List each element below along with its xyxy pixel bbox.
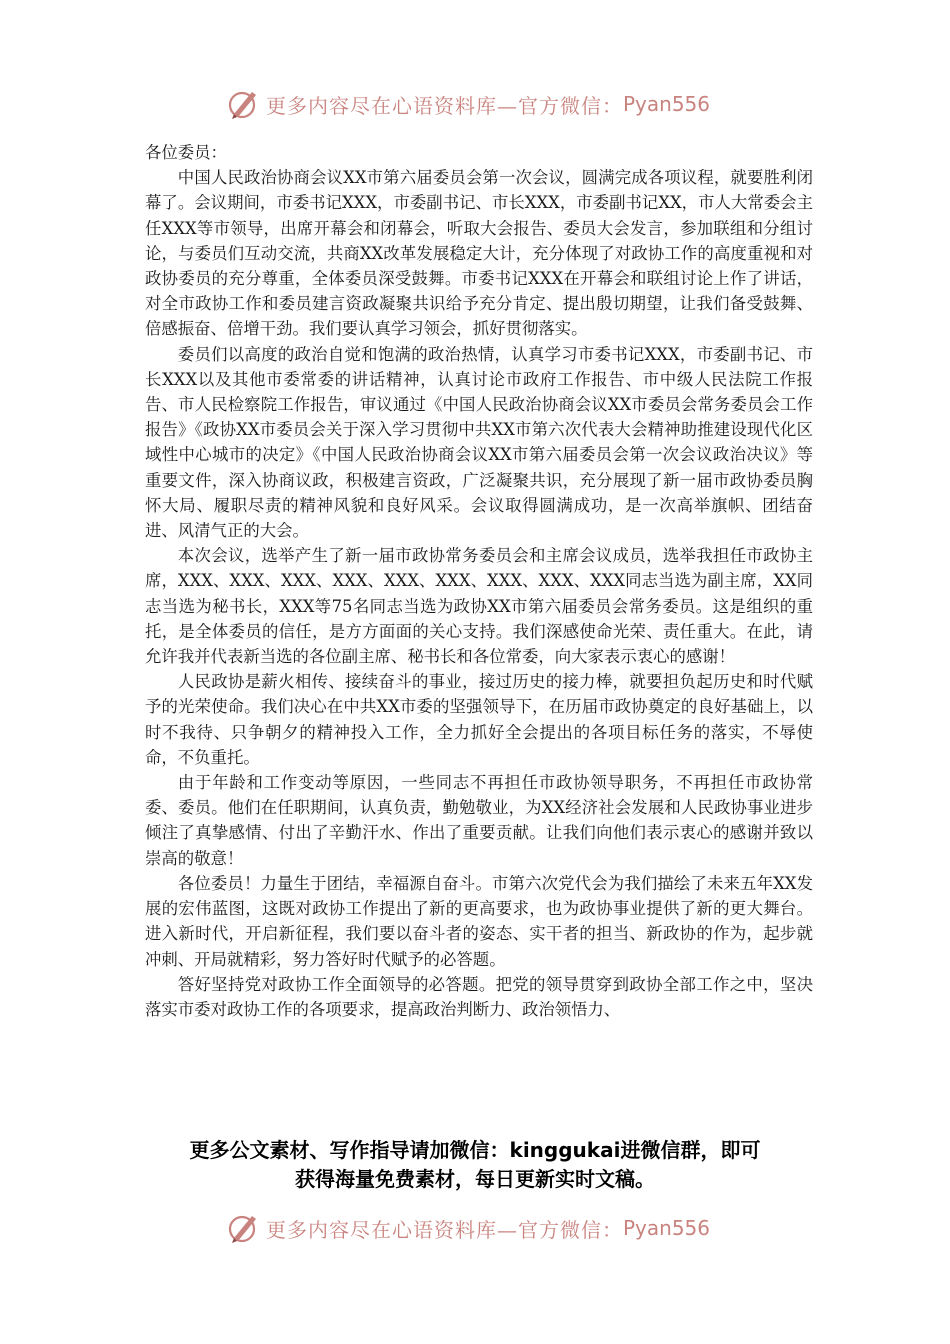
paragraph: 各位委员！力量生于团结，幸福源自奋斗。市第六次党代会为我们描绘了未来五年XX发展的宏伟蓝图，这既对政协工作提出了新的更高要求，也为政协事业提供了新的更大舞台。进入新时代，开启新征程，我们要以奋斗者的姿态、实干者的担当、新政协的作为，起步就冲刺、开局就精彩，努力答好时代赋予的必答题。 bbox=[145, 873, 813, 969]
document-body bbox=[145, 140, 813, 1022]
watermark-wechat-id: Pyan556 bbox=[623, 1216, 711, 1240]
promo-line: 获得海量免费素材，每日更新实时文稿。 bbox=[295, 1167, 655, 1191]
paragraph: 本次会议，选举产生了新一届市政协常务委员会和主席会议成员，选举我担任市政协主席，XXX、XXX、XXX、XXX、XXX、XXX、XXX、XXX、XXX同志当选为副主席，XX同志当选为秘书长，XXX等75名同志当选为政协XX市第六届委员会常务委员。这是组织的重托，是全体委员的信任，是方方面面的关心支持。我们深感使命光荣、责任重大。在此，请允许我并代表新当选的各位副主席、秘书长和各位常委，向大家表示衷心的感谢！ bbox=[145, 546, 813, 667]
paragraph: 人民政协是薪火相传、接续奋斗的事业，接过历史的接力棒，就要担负起历史和时代赋予的光荣使命。我们决心在中共XX市委的坚强领导下，在历届市政协奠定的良好基础上，以时不我待、只争朝夕的精神投入工作，全力抓好全会提出的各项目标任务的落实，不辱使命，不负重托。 bbox=[145, 672, 813, 767]
watermark-text: 更多内容尽在心语资料库—官方微信： bbox=[266, 1217, 623, 1242]
pen-logo-icon bbox=[226, 86, 262, 122]
watermark-header bbox=[226, 86, 746, 122]
watermark-wechat-id: Pyan556 bbox=[623, 92, 711, 116]
pen-logo-icon bbox=[226, 1210, 262, 1246]
paragraph: 由于年龄和工作变动等原因，一些同志不再担任市政协领导职务，不再担任市政协常委、委员。他们在任职期间，认真负责，勤勉敬业，为XX经济社会发展和人民政协事业进步倾注了真挚感情、付出了辛勤汗水、作出了重要贡献。让我们向他们表示衷心的感谢并致以崇高的敬意！ bbox=[145, 773, 813, 868]
paragraph: 答好坚持党对政协工作全面领导的必答题。把党的领导贯穿到政协全部工作之中，坚决落实市委对政协工作的各项要求，提高政治判断力、政治领悟力、 bbox=[145, 974, 813, 1019]
promo-banner bbox=[140, 1136, 810, 1194]
salutation: 各位委员： bbox=[145, 143, 227, 162]
paragraph: 委员们以高度的政治自觉和饱满的政治热情，认真学习市委书记XXX，市委副书记、市长XXX以及其他市委常委的讲话精神，认真讨论市政府工作报告、市中级人民法院工作报告、市人民检察院工作报告，审议通过《中国人民政治协商会议XX市委员会常务委员会工作报告》《政协XX市委员会关于深入学习贯彻中共XX市第六次代表大会精神助推建设现代化区域性中心城市的决定》《中国人民政治协商会议XX市第六届委员会第一次会议政治决议》等重要文件，深入协商议政，积极建言资政，广泛凝聚共识，充分展现了新一届市政协委员胸怀大局、履职尽责的精神风貌和良好风采。会议取得圆满成功，是一次高举旗帜、团结奋进、风清气正的大会。 bbox=[145, 344, 813, 541]
watermark-footer bbox=[226, 1210, 746, 1246]
promo-line: 更多公文素材、写作指导请加微信：kinggukai进微信群，即可 bbox=[189, 1138, 761, 1162]
watermark-text: 更多内容尽在心语资料库—官方微信： bbox=[266, 93, 623, 118]
paragraph: 中国人民政治协商会议XX市第六届委员会第一次会议，圆满完成各项议程，就要胜利闭幕了。会议期间，市委书记XXX，市委副书记、市长XXX，市委副书记XX，市人大常委会主任XXX等市领导，出席开幕会和闭幕会，听取大会报告、委员大会发言，参加联组和分组讨论，与委员们互动交流，共商XX改革发展稳定大计，充分体现了对政协工作的高度重视和对政协委员的充分尊重，全体委员深受鼓舞。市委书记XXX在开幕会和联组讨论上作了讲话，对全市政协工作和委员建言资政凝聚共识给予充分肯定、提出殷切期望，让我们备受鼓舞、倍感振奋、倍增干劲。我们要认真学习领会，抓好贯彻落实。 bbox=[145, 168, 813, 339]
